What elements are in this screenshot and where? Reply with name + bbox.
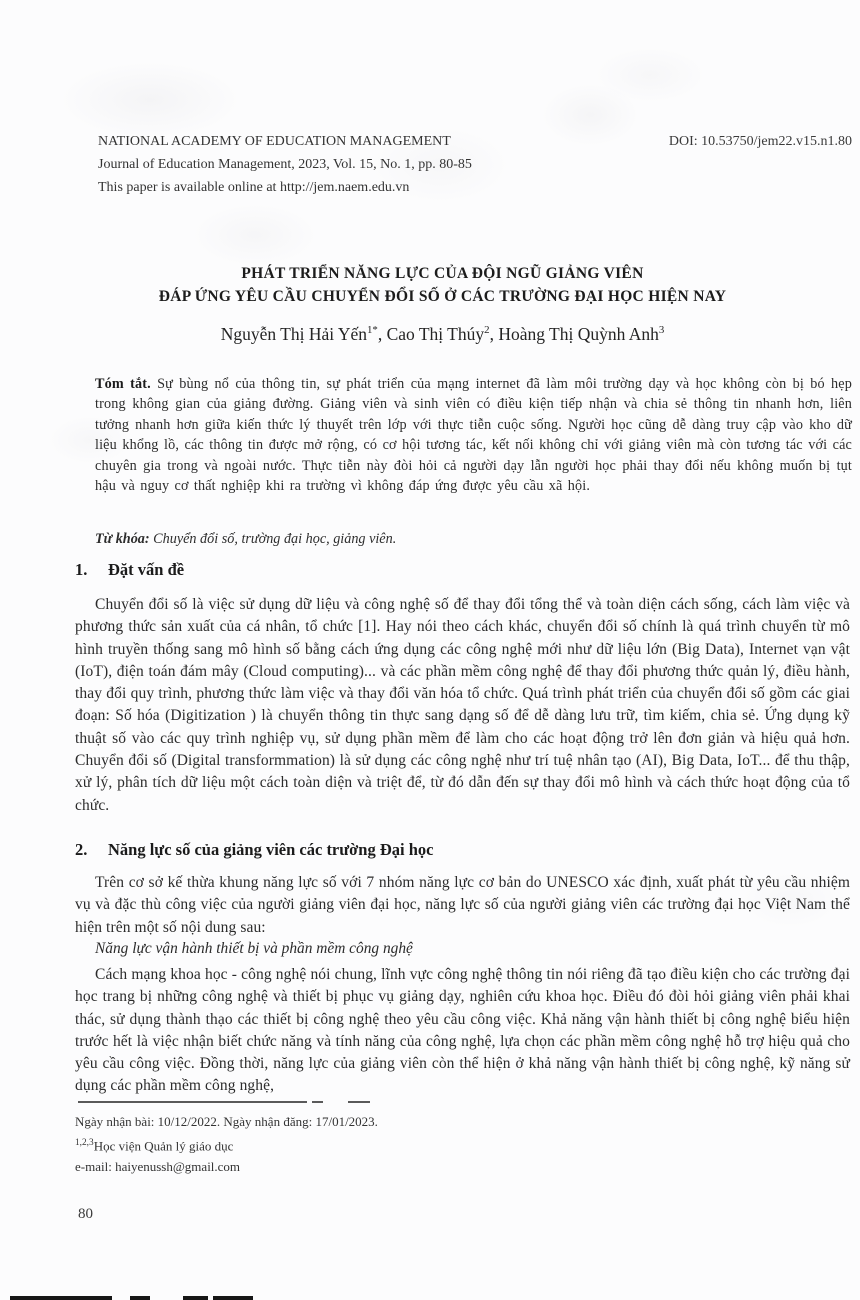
institution-name: NATIONAL ACADEMY OF EDUCATION MANAGEMENT: [98, 134, 451, 149]
journal-header: [98, 130, 852, 199]
footnote-divider-dash: [348, 1101, 370, 1103]
section-title: Năng lực số của giảng viên các trường Đại học: [108, 840, 434, 859]
abstract-label: Tóm tắt.: [95, 376, 151, 392]
paper-title: [55, 262, 830, 308]
footnote-dates: Ngày nhận bài: 10/12/2022. Ngày nhận đăng: 17/01/2023.: [75, 1114, 378, 1129]
section-2-body-paragraph: Cách mạng khoa học - công nghệ nói chung, lĩnh vực công nghệ thông tin nói riêng đã tạo điều kiện cho các trường đại học trang bị những công nghệ và thiết bị phục vụ giảng dạy, nghiên cứu khoa học. Điều đó đòi hỏi giảng viên phải khai thác, sử dụng thành thạo các thiết bị công nghệ theo yêu cầu công việc. Khả năng vận hành thiết bị công nghệ biểu hiện trước hết là việc nhận biết chức năng và tính năng của công nghệ, lựa chọn các phần mềm công nghệ hỗ trợ hiệu quả cho yêu cầu công việc. Đồng thời, năng lực của giảng viên còn thể hiện ở khả năng vận hành thiết bị công nghệ, kỹ năng sử dụng các phần mềm công nghệ,: [75, 966, 850, 1095]
abstract-text: Sự bùng nổ của thông tin, sự phát triển của mạng internet đã làm môi trường dạy và học không còn bị bó hẹp trong không gian của giảng đường. Giảng viên và sinh viên có điều kiện tiếp nhận và chia sẻ thông tin nhanh hơn, liên tưởng nhanh hơn giữa kiến thức lý thuyết trên lớp với thực tiễn cuộc sống. Người học cũng dễ dàng truy cập vào kho dữ liệu khổng lồ, các thông tin được mở rộng, có cơ hội tương tác, kết nối không chỉ với giảng viên mà còn tương tác với các chuyên gia trong và ngoài nước. Thực tiễn này đòi hỏi cả người dạy lẫn người học phải thay đổi nếu không muốn bị tụt hậu và nguy cơ thất nghiệp khi ra trường vì không đáp ứng được yêu cầu xã hội.: [95, 376, 852, 495]
affiliation-text: Học viện Quản lý giáo dục: [93, 1138, 234, 1154]
keywords-text: Chuyển đổi số, trường đại học, giảng viên.: [149, 531, 397, 547]
author-name: Hoàng Thị Quỳnh Anh: [498, 324, 659, 344]
footnote-divider: [78, 1101, 307, 1103]
section-1-paragraph: Chuyển đổi số là việc sử dụng dữ liệu và công nghệ số để thay đổi tổng thể và toàn diện cách sống, cách làm việc và phương thức sản xuất của cá nhân, tổ chức [1]. Hay nói theo cách khác, chuyển đổi số chính là quá trình chuyển từ mô hình truyền thống sang mô hình số bằng cách ứng dụng các công nghệ mới như dữ liệu lớn (Big Data), Internet vạn vật (IoT), điện toán đám mây (Cloud computing)... và các phần mềm công nghệ để thay đổi phương thức quản lý, điều hành, thay đổi quy trình, phương thức làm việc và thay đổi văn hóa tổ chức. Quá trình phát triển của chuyển đổi số gồm các giai đoạn: Số hóa (Digitization ) là chuyển thông tin thực sang dạng số để dễ dàng lưu trữ, tìm kiếm, chia sẻ. Ứng dụng kỹ thuật số vào các quy trình nghiệp vụ, sử dụng phần mềm để làm cho các hoạt động trở lên đơn giản và hiệu quả hơn. Chuyển đổi số (Digital transformmation) là sử dụng các công nghệ như trí tuệ nhân tạo (AI), Big Data, IoT... để thu thập, xử lý, phân tích dữ liệu một cách toàn diện và triệt để, từ đó dẫn đến sự thay đổi mô hình và cách thức hoạt động của tổ chức.: [75, 596, 850, 814]
author-name: Nguyễn Thị Hải Yến: [220, 324, 367, 344]
footnote-divider-dash: [312, 1101, 323, 1103]
author-name: Cao Thị Thúy: [386, 324, 485, 344]
section-2-intro-paragraph: Trên cơ sở kế thừa khung năng lực số với 7 nhóm năng lực cơ bản do UNESCO xác định, xuất phát từ yêu cầu nhiệm vụ và đặc thù công việc của người giảng viên đại học, năng lực số của người giảng viên các trường đại học Việt Nam thể hiện trên một số nội dung sau:: [75, 874, 850, 936]
author-affiliation-marker: 3: [658, 324, 665, 337]
keywords-line: [95, 531, 852, 548]
section-number: 2.: [75, 840, 88, 859]
journal-citation: Journal of Education Management, 2023, Vol. 15, No. 1, pp. 80-85: [98, 157, 472, 172]
author-separator: ,: [377, 324, 387, 344]
scan-artifact: [10, 1296, 112, 1300]
section-2-heading: [75, 840, 850, 860]
page-number: 80: [78, 1206, 93, 1222]
subsection-heading: Năng lực vận hành thiết bị và phần mềm công nghệ: [95, 940, 413, 957]
author-affiliation-marker: 1*: [366, 324, 378, 337]
abstract-block: [95, 374, 852, 496]
scan-artifact: [130, 1296, 150, 1300]
section-1-heading: [75, 560, 850, 580]
keywords-label: Từ khóa:: [95, 531, 150, 547]
online-availability: This paper is available online at http://jem.naem.edu.vn: [98, 180, 410, 195]
scan-artifact: [183, 1296, 208, 1300]
footnotes-block: [75, 1112, 775, 1178]
author-separator: ,: [489, 324, 499, 344]
affiliation-markers: 1,2,3: [75, 1137, 94, 1148]
section-title: Đặt vấn đề: [108, 560, 185, 579]
section-number: 1.: [75, 560, 88, 579]
scan-artifact: [213, 1296, 253, 1300]
paper-title-line2: ĐÁP ỨNG YÊU CẦU CHUYỂN ĐỔI SỐ Ở CÁC TRƯỜNG ĐẠI HỌC HIỆN NAY: [158, 288, 727, 305]
authors-line: [55, 324, 830, 345]
doi: DOI: 10.53750/jem22.v15.n1.80: [668, 134, 852, 149]
footnote-affiliation: [75, 1133, 775, 1157]
journal-header-left: [98, 130, 472, 199]
author-affiliation-marker: 2: [484, 324, 490, 337]
footnote-email: e-mail: haiyenussh@gmail.com: [75, 1158, 241, 1174]
paper-title-line1: PHÁT TRIỂN NĂNG LỰC CỦA ĐỘI NGŨ GIẢNG VIÊN: [241, 265, 644, 282]
